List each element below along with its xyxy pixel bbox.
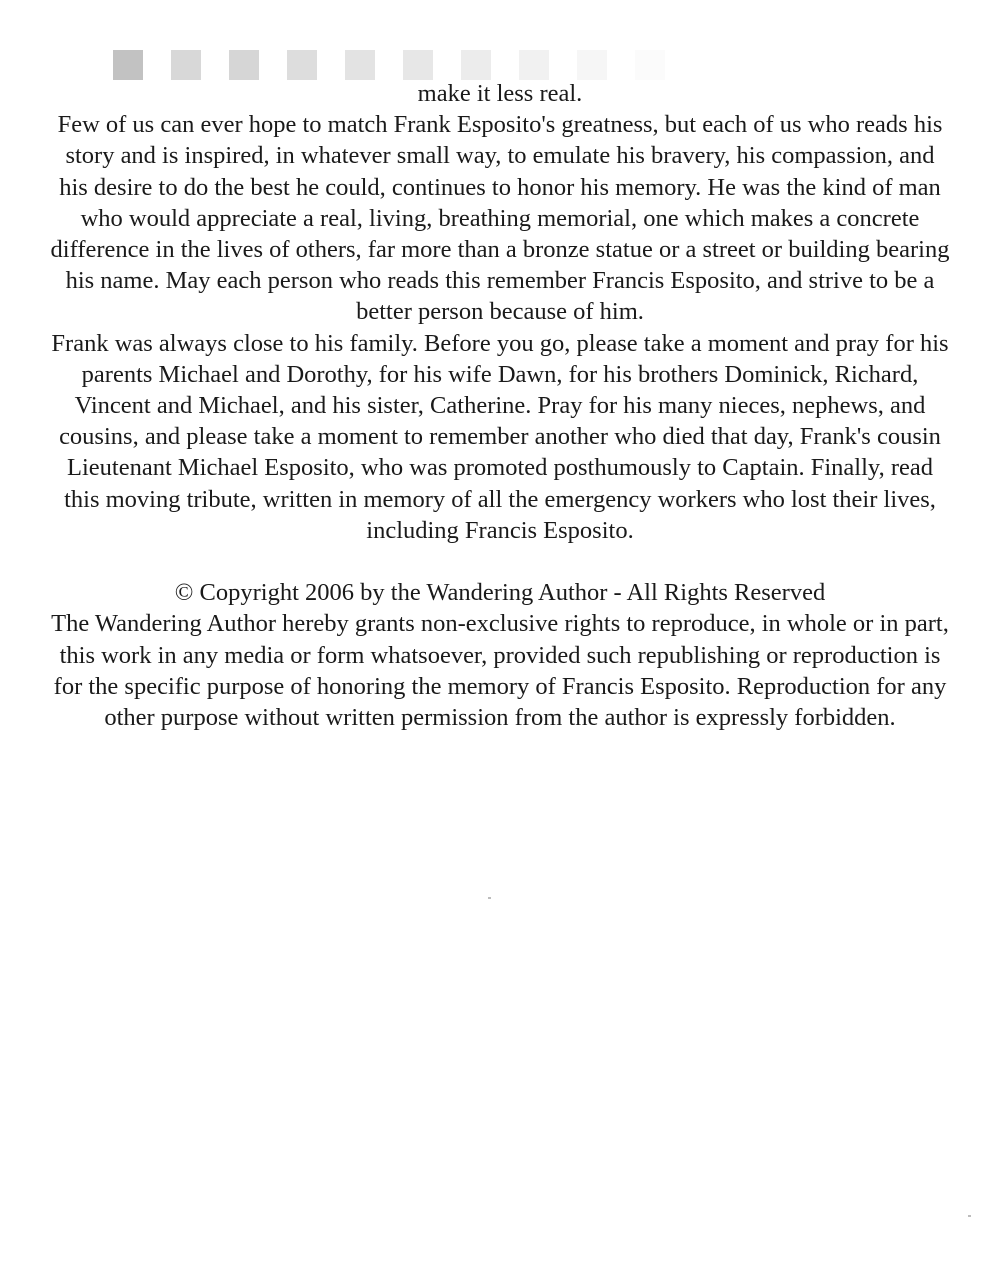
calibration-square: [519, 50, 549, 80]
calibration-square: [577, 50, 607, 80]
calibration-square: [461, 50, 491, 80]
document-body: [50, 78, 950, 733]
scan-speck: [488, 897, 491, 899]
calibration-square: [113, 50, 143, 80]
paragraph-spacer: [50, 546, 950, 577]
calibration-square: [635, 50, 665, 80]
scan-calibration-strip: [113, 50, 665, 80]
paragraph-continuation: make it less real.: [417, 80, 583, 107]
paragraph-legacy: Few of us can ever hope to match Frank Esposito's greatness, but each of us who reads his story and is inspired, in whatever small way, to emulate his bravery, his compassion, and his desire to do the best he could, continues to honor his memory. He was the kind of man who would appreciate a real, living, breathing memorial, one which makes a concrete difference in the lives of others, far more than a bronze statue or a street or building bearing his name. May each person who reads this remember Francis Esposito, and strive to be a better person because of him.: [50, 111, 950, 326]
scan-speck: [968, 1215, 971, 1217]
calibration-square: [345, 50, 375, 80]
calibration-square: [229, 50, 259, 80]
calibration-square: [403, 50, 433, 80]
rights-notice: The Wandering Author hereby grants non-exclusive rights to reproduce, in whole or in part, this work in any media or form whatsoever, provided such republishing or reproduction is for the specific purpose of honoring the memory of Francis Esposito. Reproduction for any other purpose without written permission from the author is expressly forbidden.: [51, 610, 949, 732]
copyright-line: © Copyright 2006 by the Wandering Author - All Rights Reserved: [174, 579, 826, 607]
paragraph-family: Frank was always close to his family. Before you go, please take a moment and pray for his parents Michael and Dorothy, for his wife Dawn, for his brothers Dominick, Richard, Vincent and Michael, and his sister, Catherine. Pray for his many nieces, nephews, and cousins, and please take a moment to remember another who died that day, Frank's cousin Lieutenant Michael Esposito, who was promoted posthumously to Captain. Finally, read this moving tribute, written in memory of all the emergency workers who lost their lives, including Francis Esposito.: [51, 329, 949, 544]
calibration-square: [287, 50, 317, 80]
calibration-square: [171, 50, 201, 80]
